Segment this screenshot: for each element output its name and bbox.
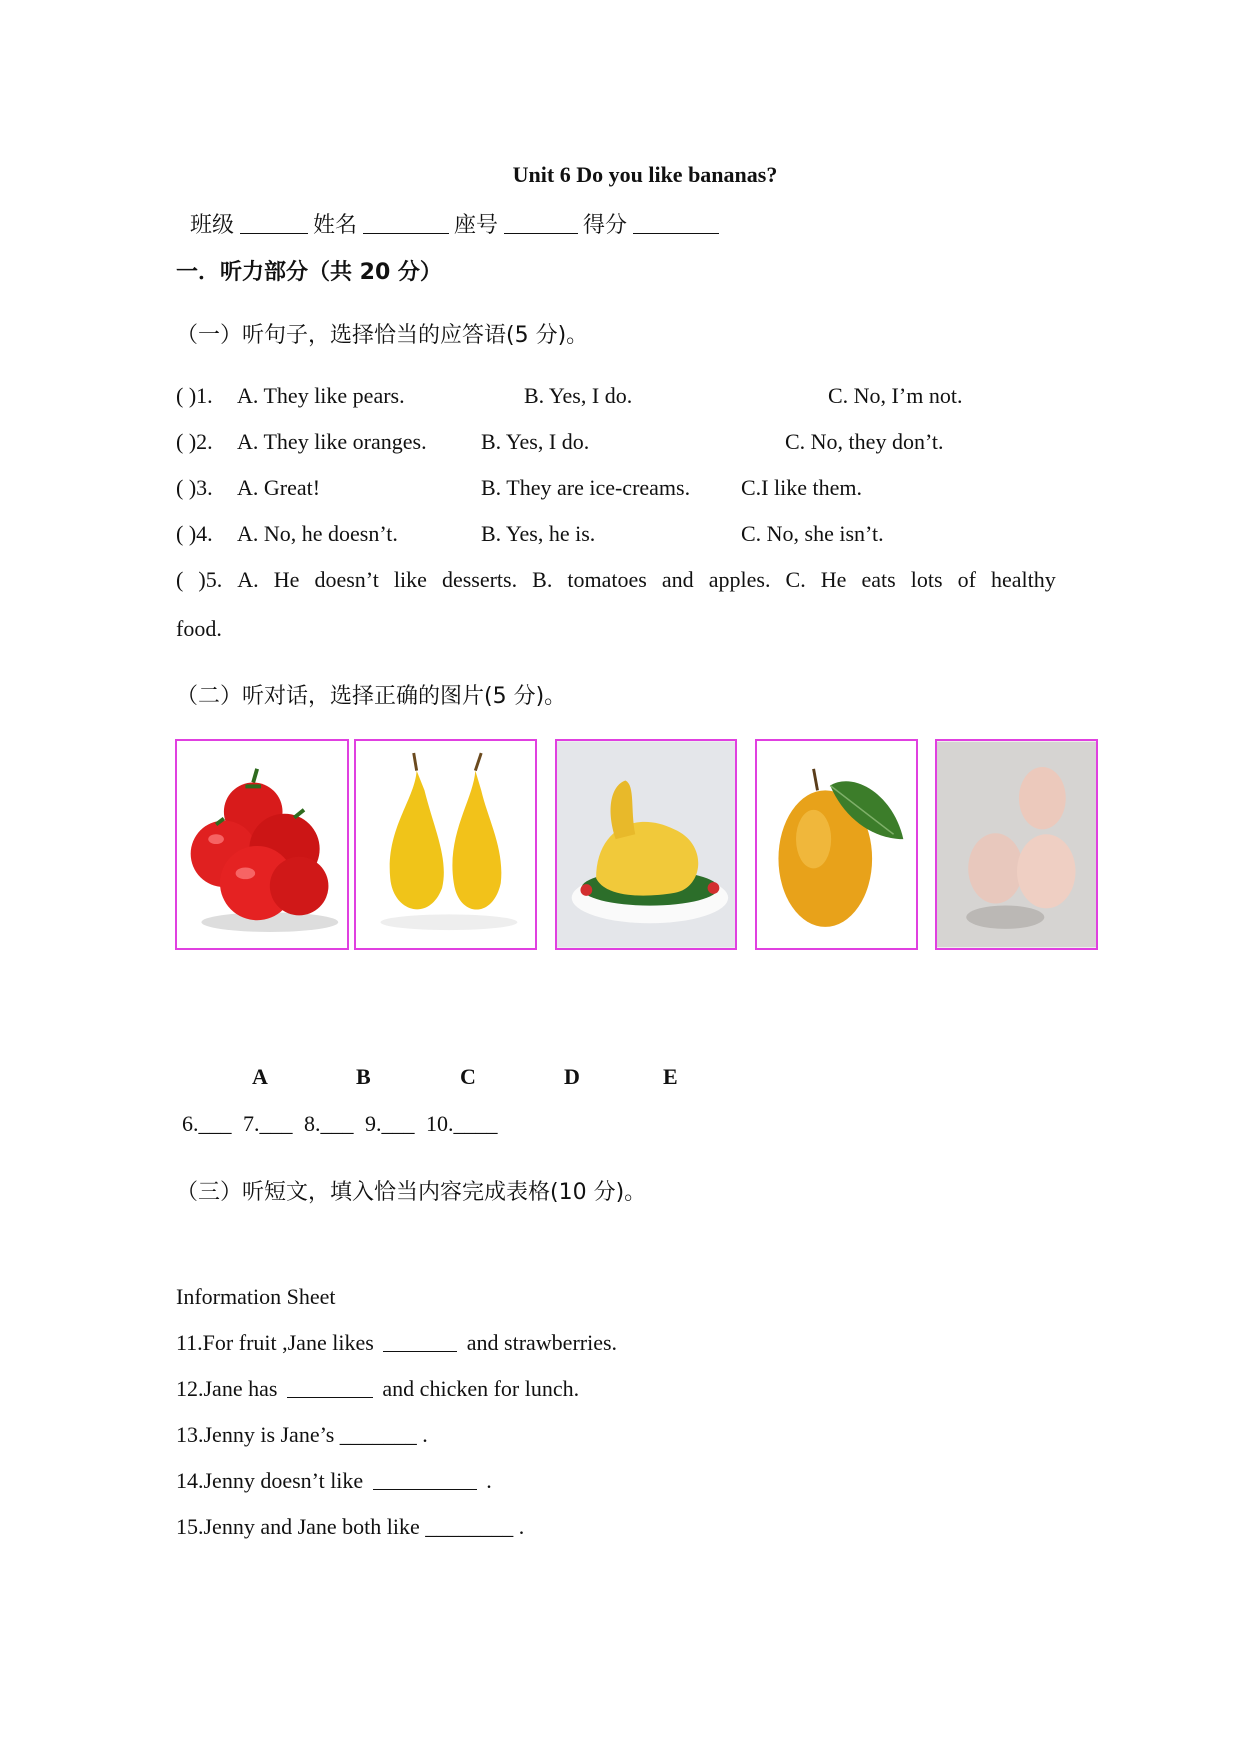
- worksheet-title: Unit 6 Do you like bananas?: [512, 162, 778, 187]
- question-3-option-c: C.I like them.: [741, 475, 862, 500]
- question-5-word: of: [957, 567, 976, 592]
- picture-letter-d: D: [564, 1064, 580, 1089]
- picture-answer-row: [182, 1111, 498, 1137]
- question-5-word: He: [820, 567, 847, 592]
- question-5-word: B.: [532, 567, 553, 592]
- seat-blank[interactable]: [504, 213, 578, 234]
- fill-item-11: [176, 1330, 617, 1356]
- question-2-number: ( )2.: [176, 429, 213, 454]
- name-label: 姓名: [313, 212, 358, 237]
- question-4-option-a: A. No, he doesn’t.: [237, 521, 398, 546]
- question-3-option-b: B. They are ice-creams.: [481, 475, 691, 500]
- question-5-word: tomatoes: [567, 567, 647, 592]
- name-blank[interactable]: [363, 213, 449, 234]
- question-4-option-c: C. No, she isn’t.: [741, 521, 884, 546]
- question-5-word: lots: [910, 567, 943, 592]
- fill-item-13-text: 13.Jenny is Jane’s: [176, 1422, 335, 1447]
- question-1-option-b: B. Yes, I do.: [524, 383, 633, 408]
- question-5-word: apples.: [708, 567, 771, 592]
- fill-item-11-after: and strawberries.: [466, 1330, 618, 1355]
- question-5-word: healthy: [991, 567, 1056, 592]
- tomatoes-icon: [177, 741, 347, 948]
- question-5-word: eats: [861, 567, 896, 592]
- fill-item-14-after: .: [486, 1468, 492, 1493]
- roast-chicken-picture: [555, 739, 737, 950]
- fill-item-15-text: 15.Jenny and Jane both like: [176, 1514, 420, 1539]
- fill-item-15-blank[interactable]: ________: [425, 1514, 514, 1539]
- question-2-option-b: B. Yes, I do.: [481, 429, 590, 454]
- picture-letter-c: C: [460, 1064, 476, 1089]
- fill-item-12-blank[interactable]: [287, 1377, 373, 1398]
- pears-picture: [354, 739, 537, 950]
- fill-item-13: [176, 1422, 428, 1448]
- fill-item-15-after: .: [518, 1514, 525, 1539]
- fill-item-12-text: 12.Jane has: [176, 1376, 278, 1401]
- question-1-option-a: A. They like pears.: [237, 383, 405, 408]
- answer-10[interactable]: 10.____: [426, 1111, 498, 1136]
- fill-item-14: [176, 1468, 492, 1494]
- fill-item-11-text: 11.For fruit ,Jane likes: [176, 1330, 374, 1355]
- fill-item-14-blank[interactable]: [373, 1469, 477, 1490]
- fill-item-11-blank[interactable]: [383, 1331, 457, 1352]
- question-2-option-c: C. No, they don’t.: [785, 429, 944, 454]
- seat-label: 座号: [454, 212, 499, 237]
- tomatoes-picture: [175, 739, 349, 950]
- answer-8[interactable]: 8.___: [304, 1111, 354, 1136]
- pears-icon: [356, 741, 535, 948]
- fill-item-12: [176, 1376, 579, 1402]
- question-3-option-a: A. Great!: [237, 475, 321, 500]
- question-4-option-b: B. Yes, he is.: [481, 521, 596, 546]
- question-5-continuation: food.: [176, 616, 222, 641]
- eggs-picture: [935, 739, 1098, 950]
- listening-section-heading: 一．听力部分（共 20 分）: [176, 260, 442, 285]
- question-5-word: A.: [237, 567, 259, 592]
- fill-item-15: [176, 1514, 524, 1540]
- question-3-number: ( )3.: [176, 475, 213, 500]
- picture-letter-a: A: [252, 1064, 268, 1089]
- question-5-word: doesn’t: [314, 567, 379, 592]
- part3-heading: （三）听短文，填入恰当内容完成表格(10 分)。: [176, 1180, 647, 1205]
- question-5-word: like: [393, 567, 427, 592]
- part2-heading: （二）听对话，选择正确的图片(5 分)。: [176, 684, 567, 709]
- question-1-option-c: C. No, I’m not.: [828, 383, 963, 408]
- fill-item-13-after: .: [422, 1422, 428, 1447]
- score-blank[interactable]: [633, 213, 719, 234]
- question-4-number: ( )4.: [176, 521, 213, 546]
- question-5-word: and: [661, 567, 694, 592]
- question-5-word: He: [273, 567, 300, 592]
- answer-6[interactable]: 6.___: [182, 1111, 232, 1136]
- information-sheet-title: Information Sheet: [176, 1284, 336, 1309]
- question-5-word: desserts.: [441, 567, 518, 592]
- roast-chicken-icon: [557, 741, 735, 948]
- part1-heading: （一）听句子，选择恰当的应答语(5 分)。: [176, 323, 589, 348]
- question-1-number: ( )1.: [176, 383, 213, 408]
- orange-icon: [757, 741, 916, 948]
- fill-item-12-after: and chicken for lunch.: [382, 1376, 580, 1401]
- student-info-row: [190, 208, 719, 239]
- fill-item-14-text: 14.Jenny doesn’t like: [176, 1468, 364, 1493]
- eggs-icon: [937, 741, 1096, 948]
- question-5: [176, 567, 1056, 593]
- question-2-option-a: A. They like oranges.: [237, 429, 427, 454]
- question-5-word: (: [176, 567, 184, 592]
- class-blank[interactable]: [240, 213, 308, 234]
- answer-7[interactable]: 7.___: [243, 1111, 293, 1136]
- picture-letter-e: E: [663, 1064, 678, 1089]
- question-5-word: )5.: [198, 567, 223, 592]
- orange-picture: [755, 739, 918, 950]
- score-label: 得分: [583, 212, 628, 237]
- question-5-word: C.: [785, 567, 806, 592]
- class-label: 班级: [190, 212, 235, 237]
- answer-9[interactable]: 9.___: [365, 1111, 415, 1136]
- fill-item-13-blank[interactable]: _______: [339, 1422, 417, 1447]
- picture-letter-b: B: [356, 1064, 371, 1089]
